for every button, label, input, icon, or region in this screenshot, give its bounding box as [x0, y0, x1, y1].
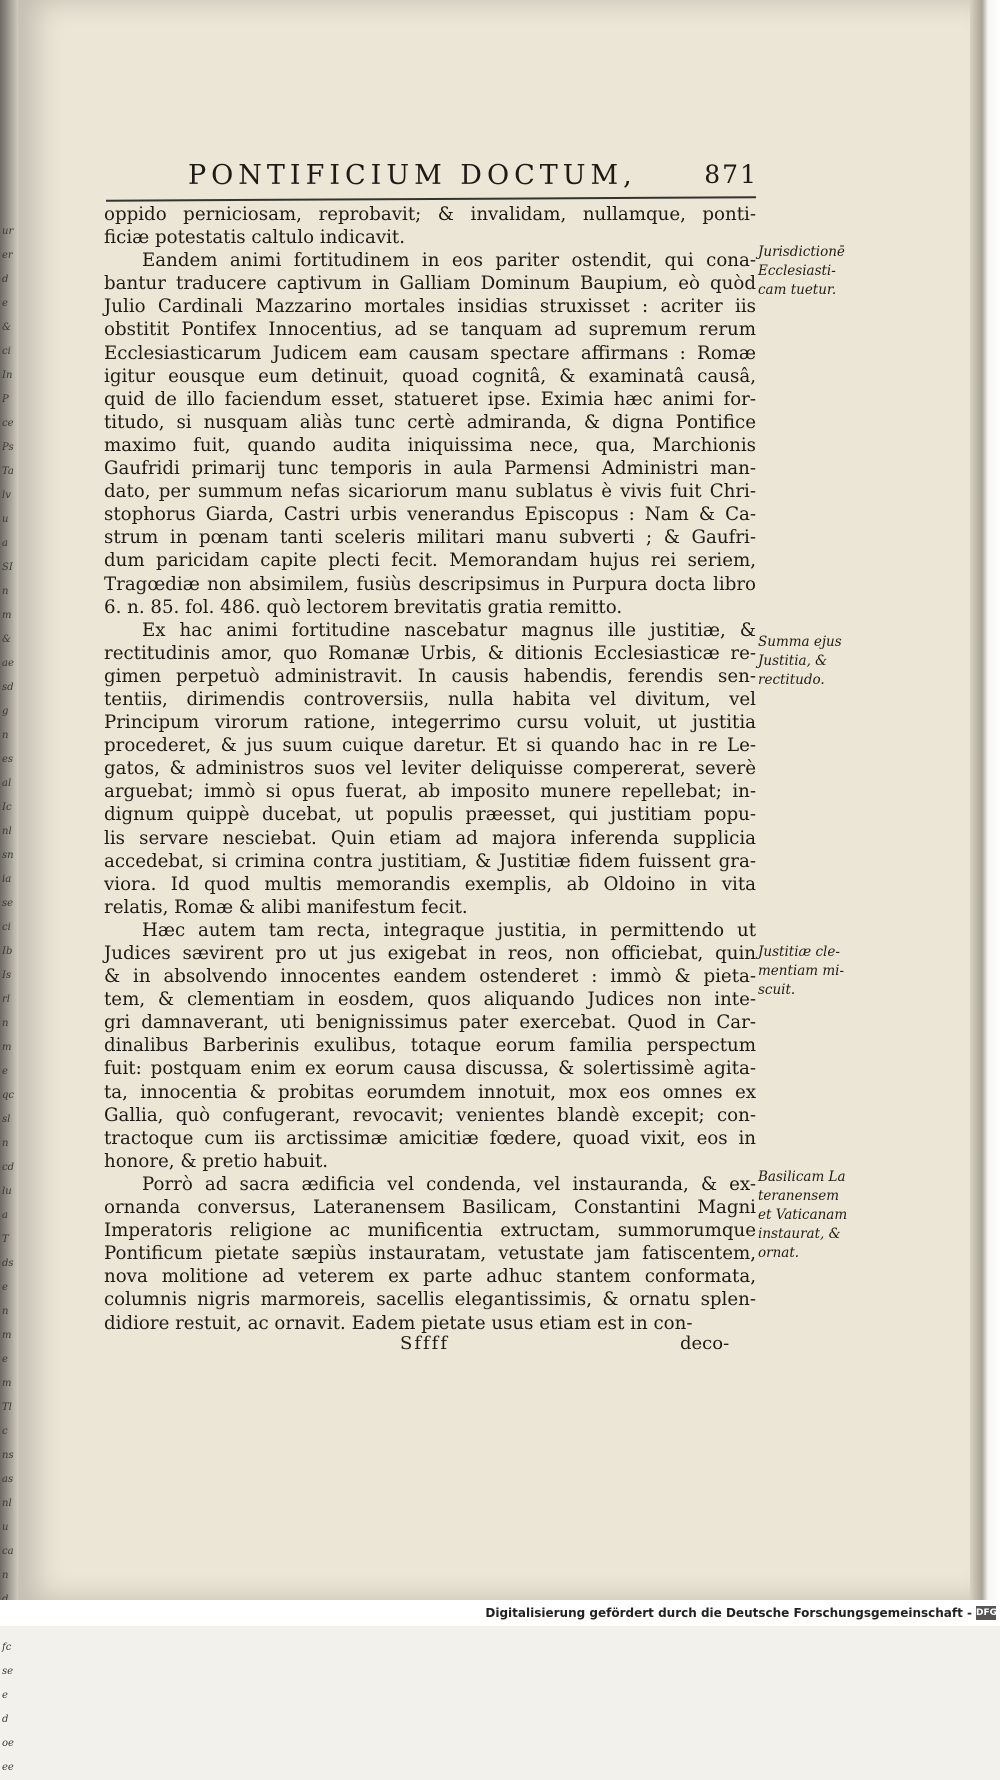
text-line: fuit: postquam enim ex eorum causa discussa, & solertissimè agita-: [104, 1058, 756, 1080]
digitization-credit: Digitalisierung gefördert durch die Deutsche Forschungsgemeinschaft -: [485, 1606, 972, 1620]
text-line: ta, innocentia & probitas eorumdem innotuit, mox eos omnes ex: [104, 1081, 756, 1103]
text-line: nova molitione ad veterem ex parte adhuc stantem conformata,: [104, 1266, 756, 1288]
text-line: gatos, & administros suos vel leviter deliquisse compererat, severè: [104, 758, 756, 780]
margin-note-line: mentiam mi-: [758, 963, 845, 979]
page-number: 871: [704, 160, 758, 189]
text-line: didiore restuit, ac ornavit. Eadem pietate usus etiam est in con-: [104, 1312, 693, 1334]
margin-note-line: Justitia, &: [758, 653, 828, 669]
book-spine-left-page: [0, 0, 18, 1773]
text-line: titudo, si nusquam aliàs tunc certè admiranda, & digna Pontifice: [104, 411, 756, 433]
dfg-logo: DFG: [976, 1608, 998, 1618]
text-line: tem, & clementiam in eosdem, quos aliquando Judices non inte-: [104, 989, 756, 1011]
text-line: Gaufridi primarij tunc temporis in aula Parmensi Administri man-: [104, 458, 756, 480]
text-line: Imperatoris religione ac munificentia extructam, summorumque: [104, 1220, 756, 1242]
text-line: strum in pœnam tanti sceleris militari manu subverti ; & Gaufri-: [104, 527, 756, 549]
margin-note-line: instaurat, &: [758, 1226, 841, 1242]
text-line: Ex hac animi fortitudine nascebatur magnus ille justitiæ, &: [142, 619, 756, 641]
text-line: quid de illo faciendum esset, statueret ipse. Eximia hæc animi for-: [104, 388, 756, 410]
margin-note-line: et Vaticanam: [758, 1207, 848, 1223]
margin-note-line: ornat.: [758, 1245, 800, 1261]
margin-note-basilica: [758, 1168, 848, 1263]
margin-note-line: Basilicam La: [758, 1169, 846, 1185]
text-line: Gallia, quò confugerant, revocavit; venientes blandè excepit; con-: [104, 1104, 756, 1126]
margin-note-line: Jurisdictionē: [758, 244, 845, 260]
signature-mark: Sffff: [400, 1333, 449, 1354]
text-line: maximo fuit, quando audita iniquissima nece, qua, Marchionis: [104, 434, 756, 456]
margin-note-justice: [758, 633, 842, 690]
text-line: 6. n. 85. fol. 486. quò lectorem brevitatis gratia remitto.: [104, 596, 623, 618]
catchword: deco-: [680, 1333, 730, 1354]
text-line: honore, & pretio habuit.: [104, 1150, 329, 1172]
text-line: & in absolvendo innocentes eandem ostenderet : immò & pieta-: [104, 966, 756, 988]
text-line: Porrò ad sacra ædificia vel condenda, vel instauranda, & ex-: [142, 1173, 756, 1195]
margin-note-line: Justitiæ cle-: [758, 944, 840, 960]
text-line: viora. Id quod multis memorandis exemplis, ab Oldoino in vita: [104, 873, 756, 895]
text-line: dum paricidam capite plecti fecit. Memorandam hujus rei seriem,: [104, 550, 756, 572]
text-line: Judices sævirent pro ut jus exigebat in reos, non officiebat, quin: [104, 943, 756, 964]
margin-note-line: Summa ejus: [758, 634, 842, 650]
text-line: tractoque cum iis arctissimæ amicitiæ fœdere, quoad vixit, eos in: [104, 1127, 756, 1149]
text-line: Eandem animi fortitudinem in eos pariter ostendit, qui cona-: [142, 250, 756, 272]
text-line: lis servare nesciebat. Quin etiam ad majora inferenda supplicia: [104, 827, 756, 849]
text-line: accedebat, si crimina contra justitiam, & Justitiæ fidem fuissent gra-: [104, 850, 756, 872]
text-line: rectitudinis amor, quo Romanæ Urbis, & ditionis Ecclesiasticæ re-: [104, 642, 756, 664]
text-line: bantur traducere captivum in Galliam Dominum Baupium, eò quòd: [104, 273, 756, 295]
text-line: gri damnaverant, uti benignissimus pater exercebat. Quod in Car-: [104, 1012, 756, 1034]
body-text: [104, 203, 756, 1335]
margin-note-jurisdiction: [758, 243, 845, 300]
text-line: Pontificum pietate sæpiùs instauratam, vetustate jam fatiscentem,: [104, 1243, 756, 1265]
text-line: Julio Cardinali Mazzarino mortales insidias struxisset : acriter iis: [104, 296, 756, 318]
text-line: dato, per summum nefas sicariorum manu sublatus è vivis fuit Chri-: [104, 481, 756, 503]
text-line: columnis nigris marmoreis, sacellis elegantissimis, & ornatu splen-: [104, 1289, 756, 1311]
page-edge: [970, 0, 1000, 1600]
text-line: relatis, Romæ & alibi manifestum fecit.: [104, 896, 468, 918]
page-header: [188, 160, 758, 198]
text-line: procederet, & jus suum cuique daretur. Et si quando hac in re Le-: [104, 735, 756, 757]
facing-page-fragment: urerde&ciInPcePsTalvuaSInm&aesdgnesalIcnlsniaseciIbIsrlnmeqcslncdluaTdsenmemTlcnsasnlucan fcseedoeee: [2, 226, 15, 1773]
text-line: stophorus Giarda, Castri urbis venerandus Episcopus : Nam & Ca-: [104, 504, 756, 526]
text-line: Ecclesiasticarum Judicem eam causam spectare affirmans : Romæ: [104, 342, 756, 364]
text-line: Tragœdiæ non absimilem, fusiùs descripsimus in Purpura docta libro: [104, 573, 756, 595]
text-line: Principum virorum ratione, integerrimo cursu voluit, ut justitia: [104, 712, 756, 734]
text-line: oppido perniciosam, reprobavit; & invalidam, nullamque, ponti-: [104, 204, 756, 225]
text-line: igitur eousque eum detinuit, quoad cognitâ, & examinatâ causâ,: [104, 365, 756, 387]
margin-note-line: scuit.: [758, 982, 796, 998]
text-line: tentiis, dirimendis controversiis, nulla habita vel divitum, vel: [104, 688, 756, 710]
text-line: ornanda conversus, Lateranensem Basilicam, Constantini Magni: [104, 1197, 756, 1219]
margin-note-clemency: [758, 943, 845, 1000]
text-line: ficiæ potestatis caltulo indicavit.: [104, 227, 406, 249]
text-line: arguebat; immò si opus fuerat, ab imposito munere repellebat; in-: [104, 781, 756, 803]
margin-note-line: Ecclesiasti-: [758, 263, 836, 279]
margin-note-line: rectitudo.: [758, 672, 825, 688]
text-line: gimen perpetuò administravit. In causis habendis, ferendis sen-: [104, 665, 756, 687]
running-title: PONTIFICIUM DOCTUM,: [188, 160, 637, 191]
margin-note-line: teranensem: [758, 1188, 840, 1204]
text-line: dignum quippè ducebat, ut populis præesset, qui justitiam popu-: [104, 804, 756, 826]
margin-note-line: cam tuetur.: [758, 282, 837, 298]
text-line: obstitit Pontifex Innocentius, ad se tanquam ad supremum rerum: [104, 319, 756, 341]
text-line: Hæc autem tam recta, integraque justitia, in permittendo ut: [142, 919, 756, 941]
text-line: dinalibus Barberinis exulibus, totaque eorum familia perspectum: [104, 1035, 756, 1057]
